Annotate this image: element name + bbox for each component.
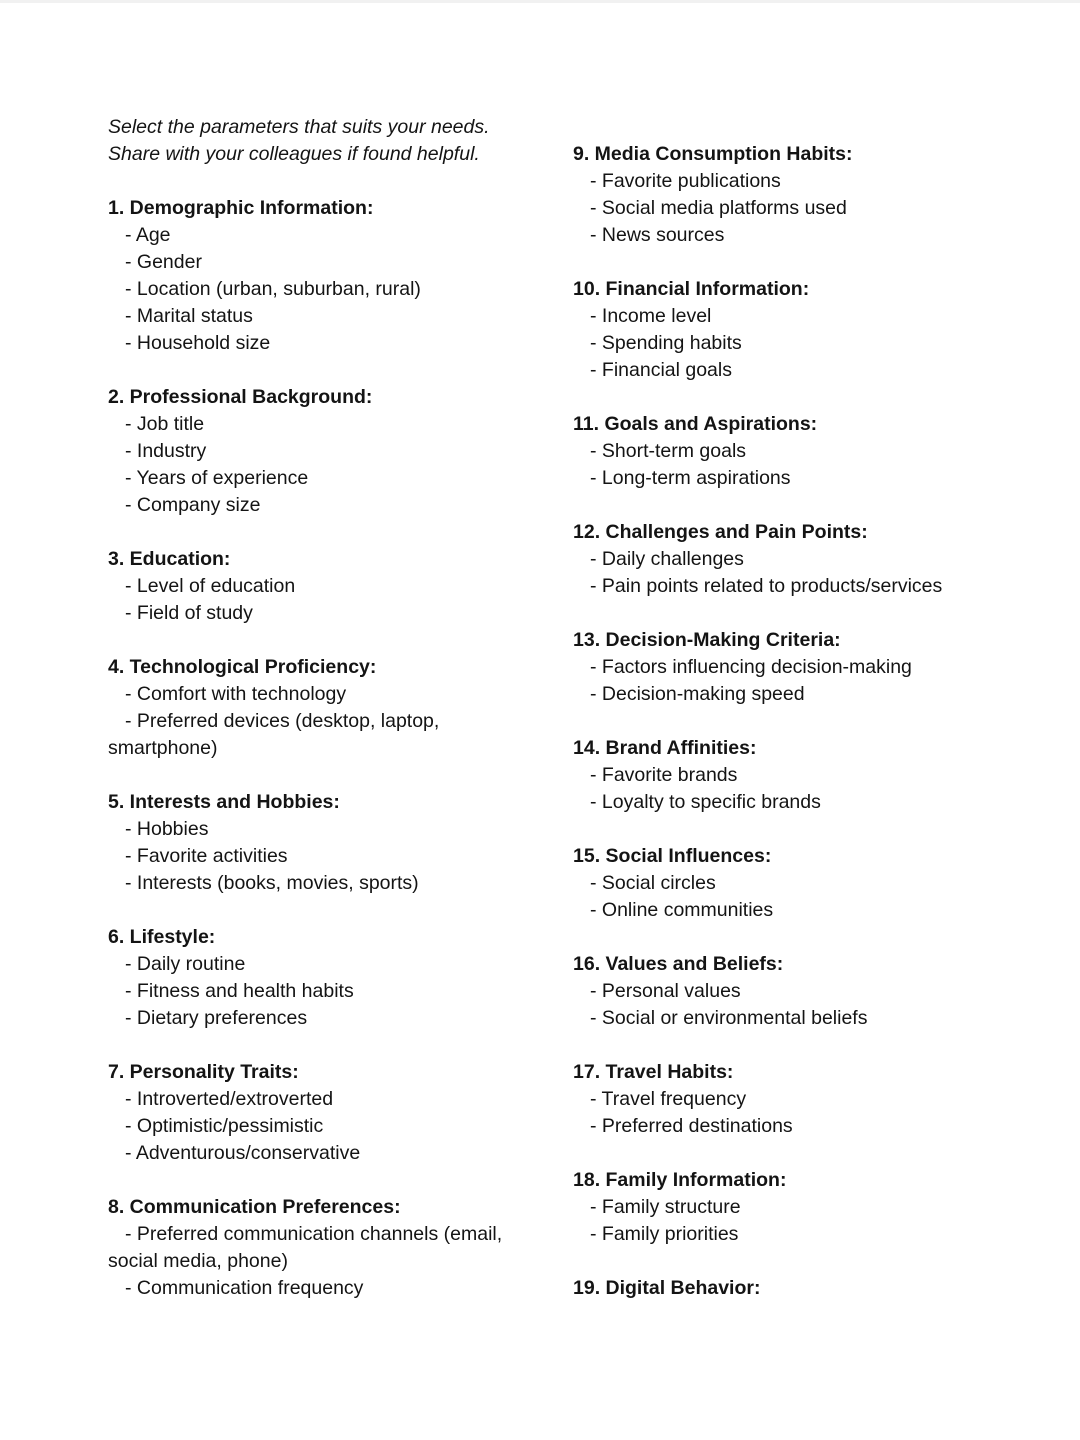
section-item: - Location (urban, suburban, rural) bbox=[125, 278, 421, 300]
section-item: - Spending habits bbox=[590, 332, 742, 354]
intro-line-1: Select the parameters that suits your needs. bbox=[108, 116, 490, 138]
section-title: 17. Travel Habits: bbox=[573, 1061, 734, 1083]
parameter-section bbox=[573, 735, 1013, 816]
right-column bbox=[573, 141, 1013, 1329]
section-item: - Online communities bbox=[590, 899, 774, 921]
section-item: - Loyalty to specific brands bbox=[590, 791, 821, 813]
section-item: - Favorite publications bbox=[590, 170, 781, 192]
parameter-section bbox=[573, 411, 1013, 492]
section-items bbox=[108, 573, 538, 627]
section-title: 14. Brand Affinities: bbox=[573, 737, 757, 759]
section-item: - Dietary preferences bbox=[125, 1007, 308, 1029]
section-title: 5. Interests and Hobbies: bbox=[108, 791, 340, 813]
section-items bbox=[108, 816, 538, 897]
section-item: - Comfort with technology bbox=[125, 683, 347, 705]
section-item: - Company size bbox=[125, 494, 261, 516]
parameter-section bbox=[573, 1275, 1013, 1302]
section-title: 3. Education: bbox=[108, 548, 231, 570]
parameter-section bbox=[573, 951, 1013, 1032]
parameter-section bbox=[108, 384, 538, 519]
section-item: - Travel frequency bbox=[590, 1088, 747, 1110]
section-item: - Communication frequency bbox=[125, 1277, 364, 1299]
section-item: - Introverted/extroverted bbox=[125, 1088, 334, 1110]
section-item: - Fitness and health habits bbox=[125, 980, 354, 1002]
section-item: - Level of education bbox=[125, 575, 296, 597]
section-item: - Family structure bbox=[590, 1196, 741, 1218]
section-items bbox=[108, 1221, 538, 1302]
section-item: - Daily challenges bbox=[590, 548, 744, 570]
page-top-edge bbox=[0, 0, 1080, 3]
section-item: - Long-term aspirations bbox=[590, 467, 791, 489]
section-items bbox=[573, 438, 1013, 492]
section-item: - Social or environmental beliefs bbox=[590, 1007, 868, 1029]
section-item: - Age bbox=[125, 224, 171, 246]
section-title: 8. Communication Preferences: bbox=[108, 1196, 401, 1218]
section-items bbox=[573, 870, 1013, 924]
section-title: 12. Challenges and Pain Points: bbox=[573, 521, 868, 543]
section-title: 1. Demographic Information: bbox=[108, 197, 374, 219]
section-title: 11. Goals and Aspirations: bbox=[573, 413, 818, 435]
section-title: 18. Family Information: bbox=[573, 1169, 787, 1191]
left-section-list bbox=[108, 195, 538, 1302]
section-item: - Adventurous/conservative bbox=[125, 1142, 361, 1164]
parameter-section bbox=[573, 843, 1013, 924]
parameter-section bbox=[573, 276, 1013, 384]
section-items bbox=[108, 951, 538, 1032]
parameter-section bbox=[573, 141, 1013, 249]
parameter-section bbox=[108, 924, 538, 1032]
section-title: 13. Decision-Making Criteria: bbox=[573, 629, 841, 651]
section-title: 2. Professional Background: bbox=[108, 386, 373, 408]
section-items bbox=[573, 303, 1013, 384]
section-item: - Gender bbox=[125, 251, 202, 273]
parameter-section bbox=[108, 1059, 538, 1167]
section-item: - Years of experience bbox=[125, 467, 309, 489]
section-item: - Family priorities bbox=[590, 1223, 739, 1245]
section-item: - Favorite brands bbox=[590, 764, 738, 786]
section-item: - Marital status bbox=[125, 305, 253, 327]
section-item: - Household size bbox=[125, 332, 271, 354]
section-item: - Preferred destinations bbox=[590, 1115, 793, 1137]
parameter-section bbox=[573, 1167, 1013, 1248]
parameter-section bbox=[108, 789, 538, 897]
section-items bbox=[108, 411, 538, 519]
parameter-section bbox=[108, 1194, 538, 1302]
section-item: - Field of study bbox=[125, 602, 253, 624]
parameter-section bbox=[108, 654, 538, 762]
section-title: 16. Values and Beliefs: bbox=[573, 953, 784, 975]
section-item: - Hobbies bbox=[125, 818, 209, 840]
section-items bbox=[573, 1086, 1013, 1140]
section-item: - News sources bbox=[590, 224, 725, 246]
section-item: - Social circles bbox=[590, 872, 716, 894]
section-title: 10. Financial Information: bbox=[573, 278, 810, 300]
section-items bbox=[573, 546, 1013, 600]
intro-text bbox=[108, 114, 538, 168]
section-item: - Social media platforms used bbox=[590, 197, 847, 219]
section-items bbox=[108, 681, 538, 762]
intro-line-2: Share with your colleagues if found helpful. bbox=[108, 143, 480, 165]
section-items bbox=[573, 1194, 1013, 1248]
section-item: - Personal values bbox=[590, 980, 741, 1002]
section-item: - Job title bbox=[125, 413, 205, 435]
section-title: 6. Lifestyle: bbox=[108, 926, 216, 948]
section-item: - Interests (books, movies, sports) bbox=[125, 872, 419, 894]
section-title: 7. Personality Traits: bbox=[108, 1061, 299, 1083]
section-items bbox=[573, 762, 1013, 816]
section-items bbox=[573, 168, 1013, 249]
section-item: - Optimistic/pessimistic bbox=[125, 1115, 324, 1137]
section-title: 19. Digital Behavior: bbox=[573, 1277, 761, 1299]
parameter-section bbox=[108, 195, 538, 357]
section-item: - Favorite activities bbox=[125, 845, 288, 867]
parameter-section bbox=[573, 519, 1013, 600]
section-items bbox=[573, 654, 1013, 708]
section-item: - Decision-making speed bbox=[590, 683, 805, 705]
parameter-section bbox=[573, 627, 1013, 708]
section-item: - Preferred devices (desktop, laptop, smartphone) bbox=[108, 710, 440, 759]
right-section-list bbox=[573, 141, 1013, 1302]
section-item: - Pain points related to products/services bbox=[590, 575, 943, 597]
section-title: 9. Media Consumption Habits: bbox=[573, 143, 853, 165]
section-items bbox=[108, 1086, 538, 1167]
section-items bbox=[108, 222, 538, 357]
section-title: 4. Technological Proficiency: bbox=[108, 656, 377, 678]
section-item: - Daily routine bbox=[125, 953, 246, 975]
section-item: - Financial goals bbox=[590, 359, 732, 381]
parameter-section bbox=[108, 546, 538, 627]
section-item: - Industry bbox=[125, 440, 207, 462]
section-title: 15. Social Influences: bbox=[573, 845, 772, 867]
parameter-section bbox=[573, 1059, 1013, 1140]
section-items bbox=[573, 978, 1013, 1032]
section-item: - Factors influencing decision-making bbox=[590, 656, 912, 678]
section-item: - Income level bbox=[590, 305, 712, 327]
section-item: - Short-term goals bbox=[590, 440, 747, 462]
left-column bbox=[108, 114, 538, 1329]
section-item: - Preferred communication channels (email, social media, phone) bbox=[108, 1223, 503, 1272]
